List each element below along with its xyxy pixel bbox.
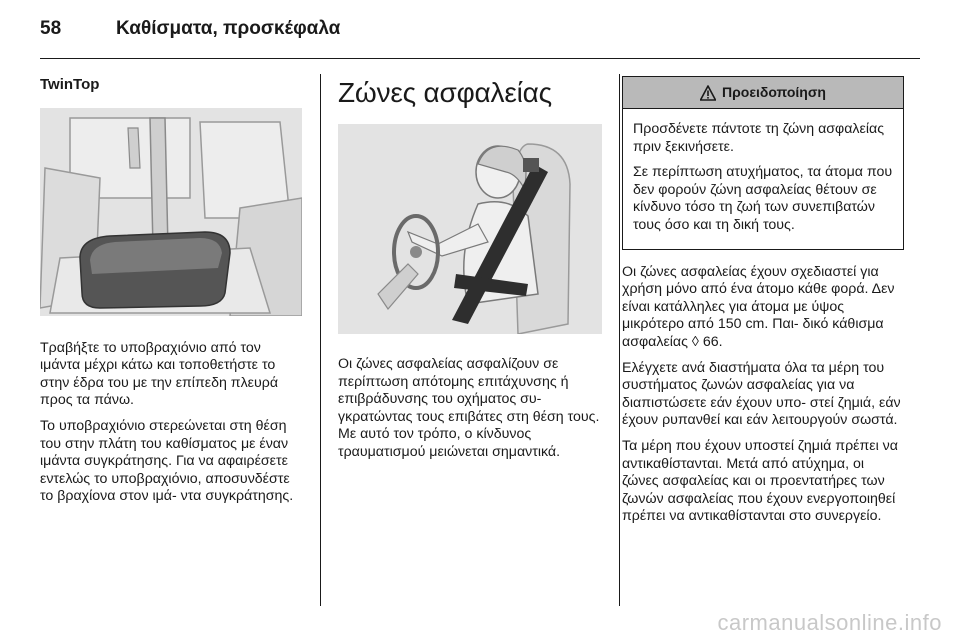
- armrest-illustration: [40, 108, 302, 316]
- column-divider-1: [320, 74, 321, 606]
- col3-paragraph-1: Οι ζώνες ασφαλείας έχουν σχεδιαστεί για χρήση μόνο από ένα άτομο κάθε φορά. Δεν είναι κατάλληλες για άτομα με ύψος μικρότερο από 150 cm. Παι- δικό κάθισμα ασφαλείας ◊ 66.: [622, 263, 895, 350]
- warning-paragraph-1: Προσδένετε πάντοτε τη ζώνη ασφαλείας πριν ξεκινήσετε.: [633, 121, 885, 155]
- header-rule: [40, 58, 920, 59]
- column-1: [40, 76, 302, 514]
- col1-paragraph-2: Το υποβραχιόνιο στερεώνεται στη θέση του στην πλάτη του καθίσματος με έναν ιμάντα συγκράτησης. Για να αφαιρέσετε εντελώς το υποβραχιόνιο, αποσυνδέστε το βραχίονα στον ιμά- ντα συγκράτησης.: [40, 417, 294, 505]
- chapter-title: Καθίσματα, προσκέφαλα: [116, 18, 341, 39]
- page-number: 58: [40, 18, 62, 39]
- warning-triangle-icon: [700, 85, 716, 101]
- section-title: Ζώνες ασφαλείας: [338, 77, 552, 108]
- col3-paragraph-3: Τα μέρη που έχουν υποστεί ζημιά πρέπει να αντικαθίστανται. Μετά από ατύχημα, οι ζώνες ασφαλείας και οι προεντατήρες των ζωνών ασφαλείας που έχουν ενεργοποιηθεί πρέπει να αντικαθίστανται στο συνεργείο.: [622, 437, 898, 525]
- warning-box: [622, 76, 904, 250]
- col3-paragraph-2: Ελέγχετε ανά διαστήματα όλα τα μέρη του συστήματος ζωνών ασφαλείας για να διαπιστώσετε εάν έχουν υπο- στεί ζημιά, εάν έχουν ρυπανθεί και εάν λειτουργούν σωστά.: [622, 359, 901, 429]
- warning-header: [623, 77, 903, 109]
- warning-body: [623, 109, 903, 249]
- twintop-subheading: TwinTop: [40, 76, 100, 93]
- page-header: [40, 18, 920, 42]
- col1-paragraph-1: Τραβήξτε το υποβραχιόνιο από τον ιμάντα μέχρι κάτω και τοποθετήστε το στην έδρα του με την επίπεδη πλευρά προς τα πάνω.: [40, 339, 279, 409]
- column-divider-2: [619, 74, 620, 606]
- warning-title: Προειδοποίηση: [722, 83, 826, 100]
- col2-paragraph-1: Οι ζώνες ασφαλείας ασφαλίζουν σε περίπτωση απότομης επιτάχυνσης ή επιβράδυνσης του οχήματος συ- γκρατώντας τους επιβάτες στη θέση τους. Με αυτό τον τρόπο, ο κίνδυνος τραυματισμού μειώνεται σημαντικά.: [338, 356, 600, 460]
- warning-paragraph-2: Σε περίπτωση ατυχήματος, τα άτομα που δεν φορούν ζώνη ασφαλείας θέτουν σε κίνδυνο τόσο τη ζωή των συνεπιβατών τους όσο και τη δική τους.: [633, 164, 893, 233]
- seatbelt-driver-illustration: [338, 124, 602, 334]
- column-2: [338, 76, 602, 470]
- site-watermark: carmanualsonline.info: [717, 610, 942, 635]
- column-3: [622, 76, 904, 534]
